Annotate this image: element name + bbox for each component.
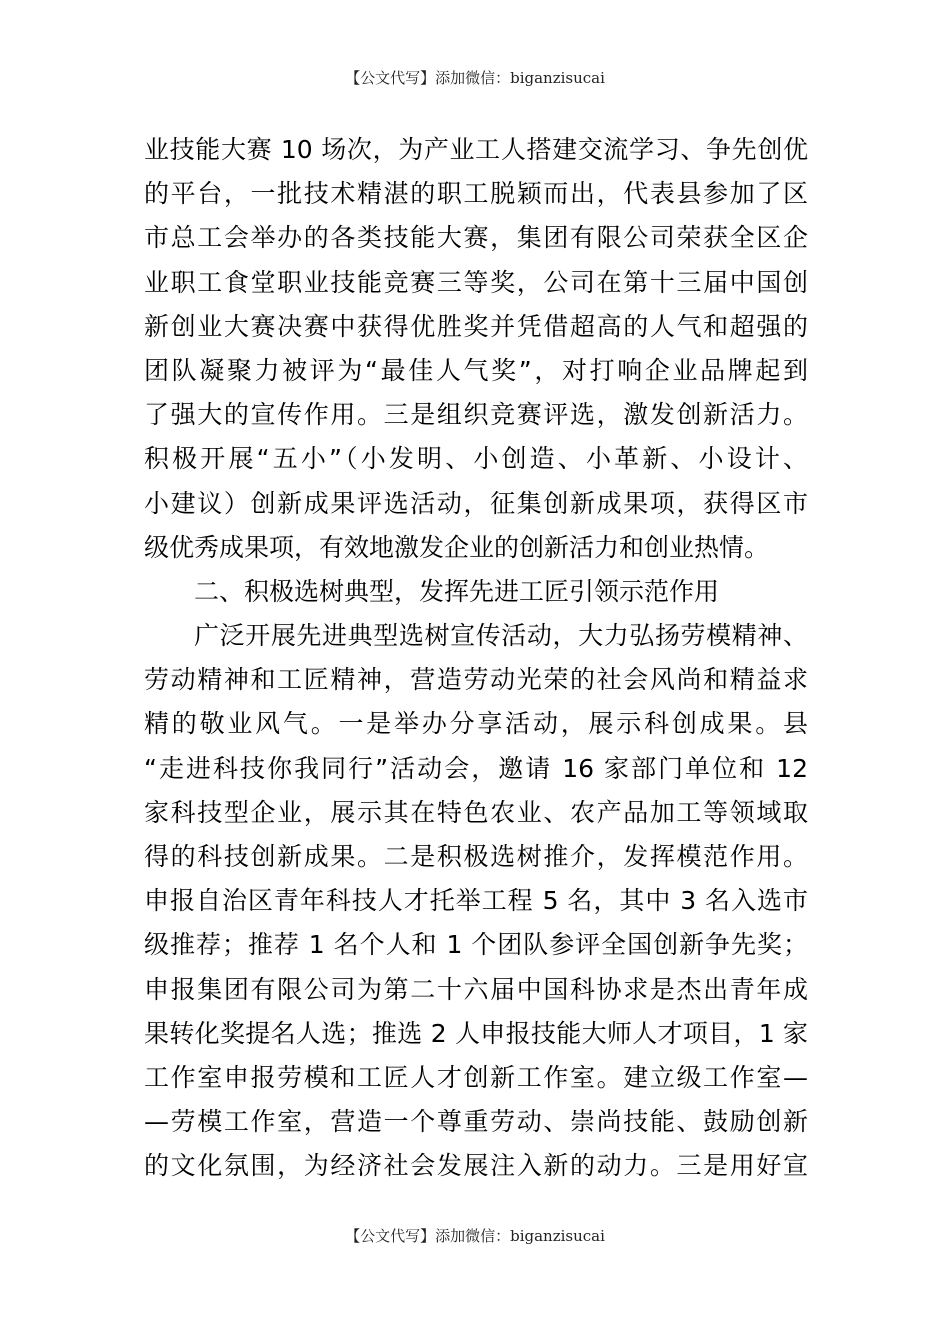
text-line: 了强大的宣传作用。三是组织竞赛评选，激发创新活力。 xyxy=(144,400,808,430)
section-heading: 二、积极选树典型，发挥先进工匠引领示范作用 xyxy=(194,576,720,606)
text-line: 家科技型企业，展示其在特色农业、农产品加工等领域取 xyxy=(144,797,808,827)
text-line: “走进科技你我同行”活动会，邀请 16 家部门单位和 12 xyxy=(144,753,808,783)
text-line: 申报集团有限公司为第二十六届中国科协求是杰出青年成 xyxy=(144,974,808,1004)
text-line: 得的科技创新成果。二是积极选树推介，发挥模范作用。 xyxy=(144,842,808,871)
text-line: 工作室申报劳模和工匠人才创新工作室。建立级工作室— xyxy=(144,1062,808,1092)
text-line: 申报自治区青年科技人才托举工程 5 名，其中 3 名入选市 xyxy=(144,886,808,916)
page-header: 【公文代写】添加微信：biganzisucai xyxy=(345,69,605,87)
text-line: 的平台，一批技术精湛的职工脱颖而出，代表县参加了区 xyxy=(144,179,808,209)
text-line: 果转化奖提名人选；推选 2 人申报技能大师人才项目，1 家 xyxy=(144,1018,808,1048)
text-line: 级优秀成果项，有效地激发企业的创新活力和创业热情。 xyxy=(144,532,770,562)
text-line: 的文化氛围，为经济社会发展注入新的动力。三是用好宣 xyxy=(144,1151,808,1181)
text-line: 级推荐；推荐 1 名个人和 1 个团队参评全国创新争先奖； xyxy=(144,930,808,960)
text-line: 精的敬业风气。一是举办分享活动，展示科创成果。县 xyxy=(144,709,808,739)
text-line: 业技能大赛 10 场次，为产业工人搭建交流学习、争先创优 xyxy=(144,135,808,164)
text-line: 市总工会举办的各类技能大赛，集团有限公司荣获全区企 xyxy=(144,223,808,253)
text-line: 小建议）创新成果评选活动，征集创新成果项，获得区市 xyxy=(144,488,808,518)
text-line: 新创业大赛决赛中获得优胜奖并凭借超高的人气和超强的 xyxy=(144,311,808,341)
text-line: —劳模工作室，营造一个尊重劳动、崇尚技能、鼓励创新 xyxy=(144,1107,808,1137)
page-footer: 【公文代写】添加微信：biganzisucai xyxy=(345,1227,605,1245)
text-line: 广泛开展先进典型选树宣传活动，大力弘扬劳模精神、 xyxy=(194,621,808,651)
text-line: 劳动精神和工匠精神，营造劳动光荣的社会风尚和精益求 xyxy=(144,665,808,695)
document-body xyxy=(144,128,808,1189)
paragraph xyxy=(144,128,808,570)
text-line: 团队凝聚力被评为“最佳人气奖”，对打响企业品牌起到 xyxy=(144,355,808,385)
text-line: 业职工食堂职业技能竞赛三等奖，公司在第十三届中国创 xyxy=(144,267,808,297)
paragraph xyxy=(144,614,808,1188)
text-line: 积极开展“五小”（小发明、小创造、小革新、小设计、 xyxy=(144,444,808,474)
